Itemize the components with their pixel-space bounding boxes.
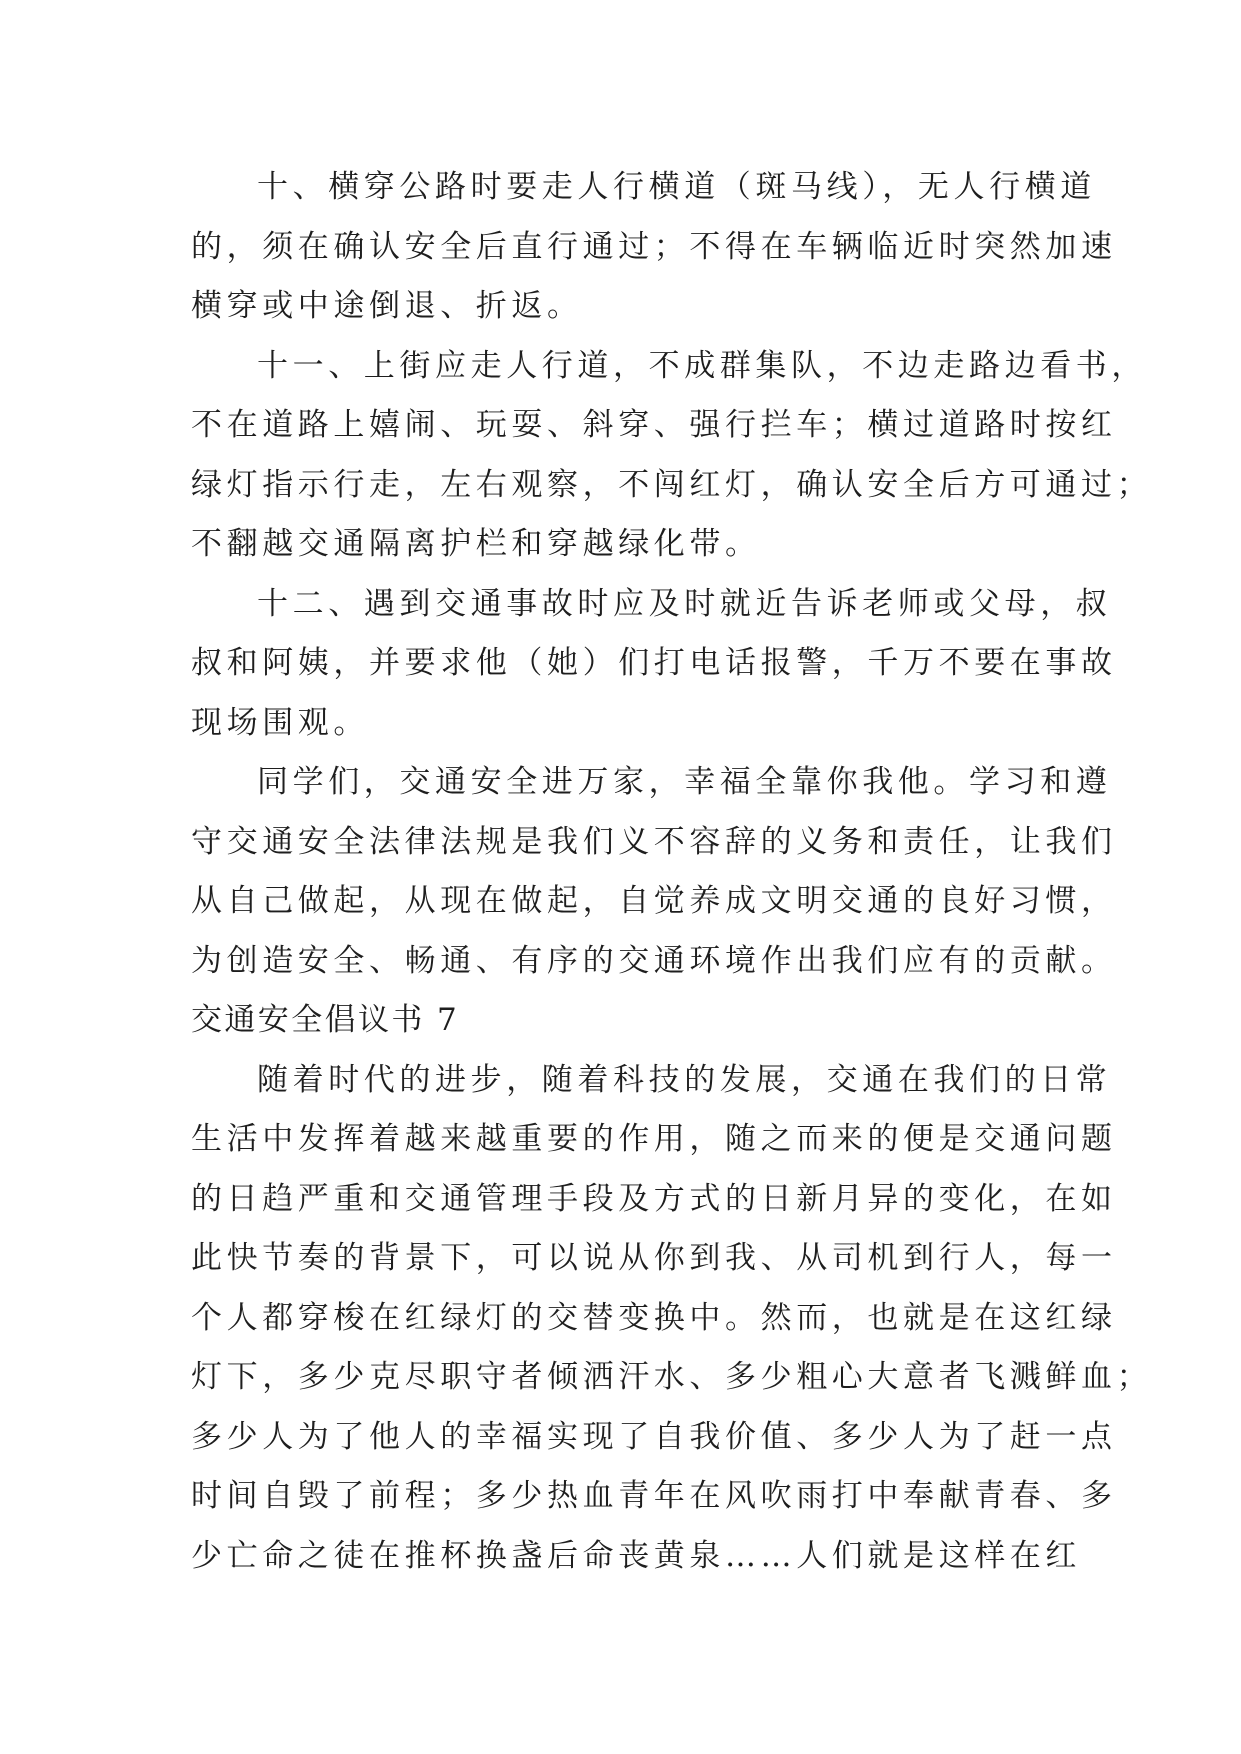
paragraph-10-line-3: 横穿或中途倒退、折返。 (191, 288, 583, 324)
section-7-line-4: 此快节奏的背景下，可以说从你到我、从司机到行人，每一 (191, 1240, 1117, 1276)
section-7-line-6: 灯下，多少克尽职守者倾洒汗水、多少粗心大意者飞溅鲜血； (191, 1359, 1153, 1395)
paragraph-10-line-1: 十、横穿公路时要走人行横道（斑马线），无人行横道 (257, 169, 1096, 205)
paragraph-11-line-3: 绿灯指示行走，左右观察，不闯红灯，确认安全后方可通过； (191, 466, 1153, 503)
section-7-line-7: 多少人为了他人的幸福实现了自我价值、多少人为了赶一点 (191, 1418, 1117, 1455)
section-7-line-5: 个人都穿梭在红绿灯的交替变换中。然而，也就是在这红绿 (191, 1299, 1117, 1336)
closing-paragraph-line-3: 从自己做起，从现在做起，自觉养成文明交通的良好习惯， (191, 883, 1117, 919)
paragraph-11-line-4: 不翻越交通隔离护栏和穿越绿化带。 (191, 526, 761, 562)
paragraph-11-line-2: 不在道路上嬉闹、玩耍、斜穿、强行拦车；横过道路时按红 (191, 407, 1117, 443)
closing-paragraph-line-1: 同学们，交通安全进万家，幸福全靠你我他。学习和遵 (257, 764, 1112, 800)
section-7-line-1: 随着时代的进步，随着科技的发展，交通在我们的日常 (257, 1061, 1112, 1098)
section-7-line-9: 少亡命之徒在推杯换盏后命丧黄泉……人们就是这样在红 (191, 1537, 1081, 1574)
closing-paragraph-line-4: 为创造安全、畅通、有序的交通环境作出我们应有的贡献。 (191, 942, 1117, 979)
paragraph-10-line-2: 的，须在确认安全后直行通过；不得在车辆临近时突然加速 (191, 228, 1117, 265)
paragraph-12-line-2: 叔和阿姨，并要求他（她）们打电话报警，千万不要在事故 (191, 645, 1117, 681)
section-7-line-2: 生活中发挥着越来越重要的作用，随之而来的便是交通问题 (191, 1121, 1117, 1157)
paragraph-12-line-1: 十二、遇到交通事故时应及时就近告诉老师或父母，叔 (257, 585, 1112, 622)
paragraph-12-line-3: 现场围观。 (191, 704, 369, 741)
paragraph-11-line-1: 十一、上街应走人行道，不成群集队，不边走路边看书， (257, 347, 1147, 384)
closing-paragraph-line-2: 守交通安全法律法规是我们义不容辞的义务和责任，让我们 (191, 823, 1117, 860)
section-heading: 交通安全倡议书 7 (191, 1002, 460, 1038)
document-body (191, 158, 1153, 1586)
section-7-line-3: 的日趋严重和交通管理手段及方式的日新月异的变化，在如 (191, 1180, 1117, 1217)
section-7-line-8: 时间自毁了前程；多少热血青年在风吹雨打中奉献青春、多 (191, 1478, 1117, 1514)
